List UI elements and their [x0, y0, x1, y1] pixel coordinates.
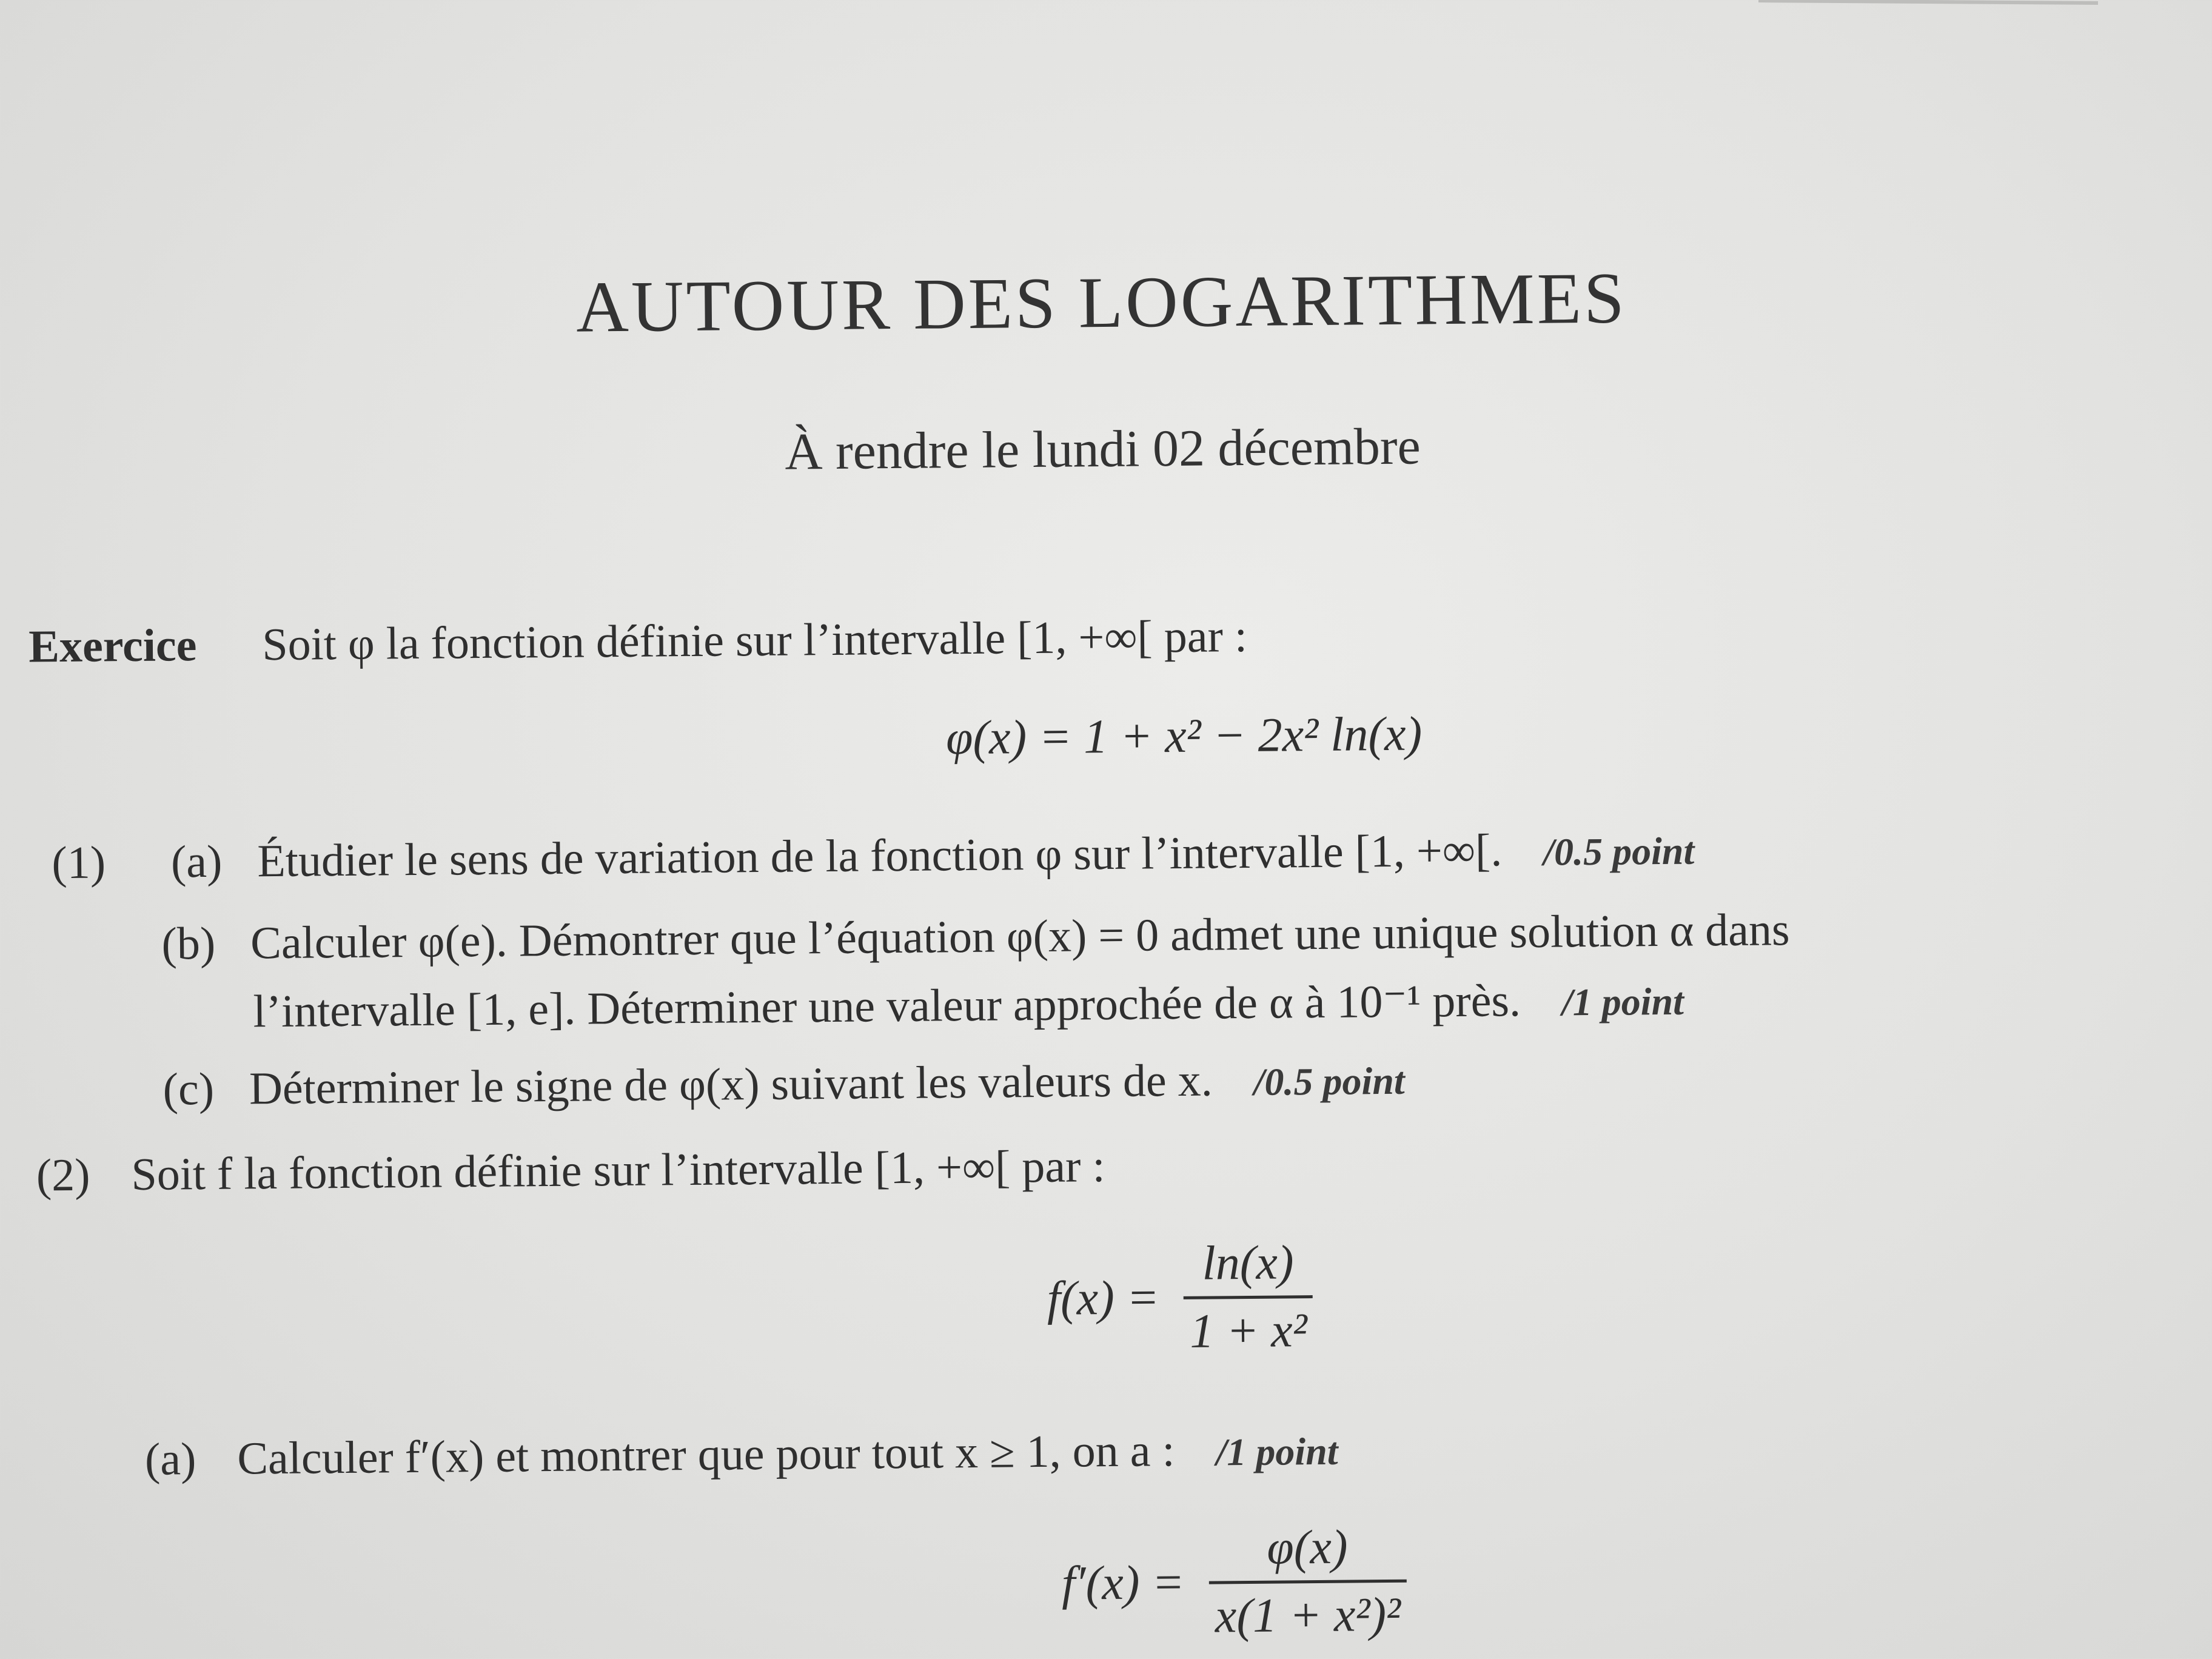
exercise-intro-text: Soit φ la fonction définie sur l’intervalle [1, +∞[ par : [262, 610, 1248, 671]
question-1b-continued [253, 971, 1684, 1039]
question-1b [161, 903, 1790, 970]
question-2 [36, 1140, 1105, 1202]
f-prime-lhs: f′(x) = [1061, 1555, 1185, 1610]
question-2a-points: /1 point [1216, 1429, 1338, 1474]
f-numerator: ln(x) [1183, 1235, 1313, 1299]
question-1-number: (1) [52, 837, 106, 889]
question-2a-text: Calculer f′(x) et montrer que pour tout x ≥ 1, on a : [236, 1425, 1175, 1484]
question-1c [163, 1053, 1405, 1116]
question-2-number: (2) [36, 1149, 90, 1201]
f-fraction [1183, 1235, 1313, 1359]
question-1b-points: /1 point [1561, 979, 1684, 1024]
f-formula-lhs: f(x) = [1047, 1271, 1160, 1326]
question-1a-letter: (a) [170, 836, 223, 888]
f-formula [1047, 1235, 1313, 1361]
f-prime-numerator: φ(x) [1208, 1520, 1406, 1584]
question-1c-letter: (c) [163, 1063, 215, 1115]
due-date-subtitle: À rendre le lundi 02 décembre [784, 417, 1421, 481]
question-1c-text: Déterminer le signe de φ(x) suivant les valeurs de x. [249, 1054, 1213, 1114]
question-1a [52, 823, 1695, 890]
question-1b-letter: (b) [161, 917, 216, 970]
f-denominator: 1 + x² [1189, 1304, 1308, 1358]
f-prime-formula [1061, 1520, 1407, 1646]
question-1c-points: /0.5 point [1253, 1059, 1405, 1104]
document-title: AUTOUR DES LOGARITHMES [575, 257, 1627, 347]
question-1b-text-line1: Calculer φ(e). Démontrer que l’équation φ(x) = 0 admet une unique solution α dans [250, 904, 1790, 969]
exercise-label: Exercice [28, 620, 197, 672]
question-2a [145, 1423, 1338, 1486]
question-1a-text: Étudier le sens de variation de la fonction φ sur l’intervalle [1, +∞[. [257, 825, 1503, 887]
f-prime-denominator: x(1 + x²)² [1215, 1587, 1401, 1643]
question-1b-text-line2: l’intervalle [1, e]. Déterminer une valeur approchée de α à 10⁻¹ près. [253, 975, 1521, 1037]
exercise-intro-line [28, 610, 1247, 674]
question-2-text: Soit f la fonction définie sur l’intervalle [1, +∞[ par : [131, 1141, 1105, 1201]
phi-formula: φ(x) = 1 + x² − 2x² ln(x) [945, 707, 1423, 765]
f-prime-fraction [1208, 1520, 1407, 1644]
question-1a-points: /0.5 point [1543, 829, 1695, 874]
question-2a-letter: (a) [144, 1433, 196, 1485]
